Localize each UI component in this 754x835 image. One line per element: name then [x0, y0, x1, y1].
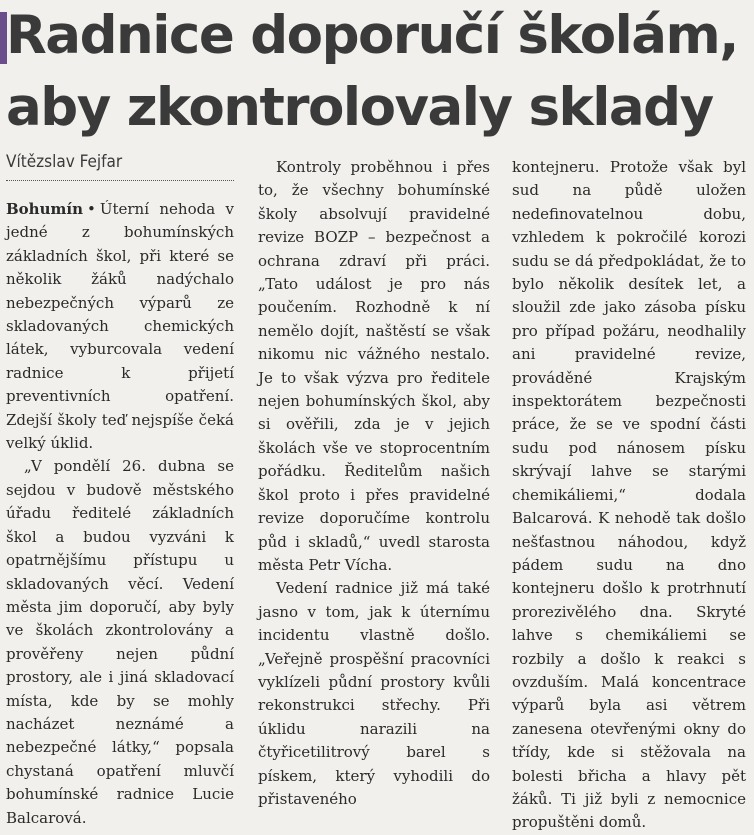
headline: [6, 0, 754, 144]
paragraph: Vedení radnice již má také jasno v tom, jak k úternímu incidentu vlastně došlo. „Veřejně prospěšní pracovníci vyklízeli půdní prostory kvůli rekonstrukci střechy. Při úklidu narazili na čtyřicetilitrový barel s pískem, který vyhodili do přistaveného: [258, 579, 490, 808]
paragraph-continued: kontejneru. Protože však byl sud na půdě uložen nedefinovatelnou dobu, vzhledem k pokročilé korozi sudu se dá předpokládat, že to bylo několik desítek let, a sloužil zde jako zásoba písku pro případ požáru, neodhalily ani pravidelné revize, prováděné Krajským inspektorátem bezpečnosti práce, že se ve spodní části sudu pod nánosem písku skrývají lahve se starými chemikáliemi,“ dodala Balcarová. K nehodě tak došlo nešťastnou náhodou, když pádem sudu na dno kontejneru došlo k protrhnutí prorezivělého dna. Skryté lahve s chemikáliemi se rozbily a došlo k reakci s ovzduším. Malá koncentrace výparů byla asi větrem zanesena otevřenými okny do třídy, kde si stěžovala na bolesti břicha a hlavy pět žáků. Ti již byli z nemocnice propuštěni domů.: [512, 158, 746, 832]
article-column-1: [6, 198, 234, 830]
lead-text: Úterní nehoda v jedné z bohumínských základních škol, při které se několik žáků nadýchalo nebezpečných výparů ze skladovaných chemických látek, vyburcovala vedení radnice k přijetí preventivních opatření. Zdejší školy teď nejspíše čeká velký úklid.: [6, 200, 234, 453]
lead-paragraph: [6, 198, 234, 455]
article-column-3: [512, 156, 746, 835]
dateline-separator: •: [86, 200, 96, 218]
headline-line-1: Radnice doporučí školám,: [6, 5, 738, 66]
headline-line-2: aby zkontrolovaly sklady: [6, 77, 713, 138]
dateline-place: Bohumín: [6, 200, 83, 218]
byline-divider: [6, 180, 234, 181]
paragraph: „V pondělí 26. dubna se sejdou v budově městského úřadu ředitelé základních škol a budou vyzváni k opatrnějšímu přístupu u skladovaných věcí. Vedení města jim doporučí, aby byly ve školách zkontrolovány a prověřeny nejen půdní prostory, ale i jiná skladovací místa, kde by se mohly nacházet neznámé a nebezpečné látky,“ popsala chystaná opatření mluvčí bohumínské radnice Lucie Balcarová.: [6, 457, 234, 827]
byline: Vítězslav Fejfar: [6, 152, 123, 172]
paragraph: Kontroly proběhnou i přes to, že všechny bohumínské školy absolvují pravidelné revize BOZP – bezpečnost a ochrana zdraví při práci. „Tato událost je pro nás poučením. Rozhodně k ní nemělo dojít, naštěstí se však nikomu nic vážného nestalo. Je to však výzva pro ředitele nejen bohumínských škol, aby si ověřili, zda je v jejich školách vše ve stoprocentním pořádku. Ředitelům našich škol proto i přes pravidelné revize doporučíme kontrolu půd i skladů,“ uvedl starosta města Petr Vícha.: [258, 158, 490, 574]
article-column-2: [258, 156, 490, 811]
